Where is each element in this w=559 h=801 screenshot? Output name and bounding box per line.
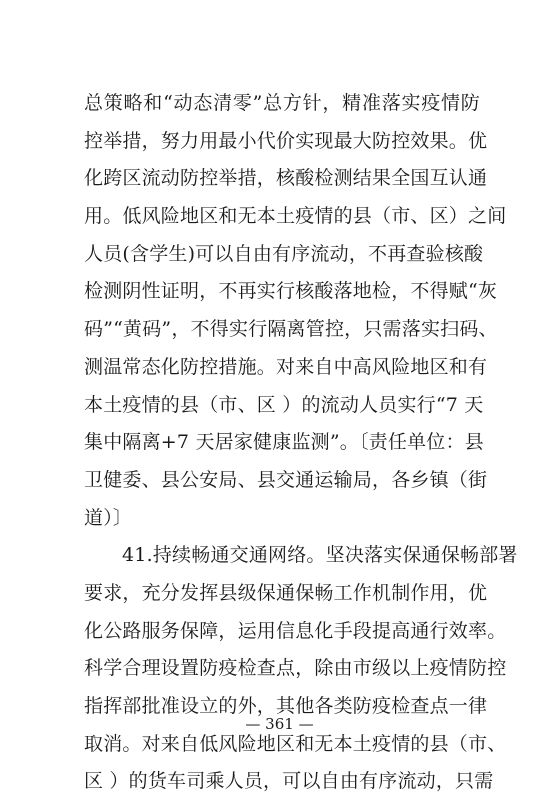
text-line: 要求，充分发挥县级保通保畅工作机制作用，优 bbox=[84, 581, 488, 604]
text-line: 区 ）的货车司乘人员，可以自由有序流动，只需 bbox=[84, 770, 494, 793]
text-line: 控举措，努力用最小代价实现最大防控效果。优 bbox=[84, 129, 488, 152]
text-line: 道）〕 bbox=[84, 506, 133, 529]
text-line: 卫健委、县公安局、县交通运输局，各乡镇（街 bbox=[84, 468, 488, 491]
text-line: 化跨区流动防控举措，核酸检测结果全国互认通 bbox=[84, 167, 488, 190]
text-line: 集中隔离+7 天居家健康监测”。〔责任单位：县 bbox=[84, 431, 484, 454]
text-line: 检测阴性证明，不再实行核酸落地检，不得赋“灰 bbox=[84, 280, 498, 303]
text-line: 人员(含学生)可以自由有序流动，不再查验核酸 bbox=[84, 242, 484, 265]
text-line: 用。低风险地区和无本土疫情的县（市、区）之间 bbox=[84, 205, 507, 228]
text-line: 指挥部批准设立的外，其他各类防疫检查点一律 bbox=[84, 695, 488, 717]
text-line: 取消。对来自低风险地区和无本土疫情的县（市、 bbox=[84, 732, 507, 755]
text-line: 测温常态化防控措施。对来自中高风险地区和有 bbox=[84, 355, 488, 378]
page-number: — 361 — bbox=[245, 715, 314, 733]
text-line: 化公路服务保障，运用信息化手段提高通行效率。 bbox=[84, 619, 507, 642]
text-line: 本土疫情的县（市、区 ）的流动人员实行“7 天 bbox=[84, 393, 484, 416]
text-line: 科学合理设置防疫检查点，除由市级以上疫情防控 bbox=[84, 657, 507, 680]
section-heading-line: 41.持续畅通交通网络。坚决落实保通保畅部署 bbox=[122, 544, 518, 567]
text-line: 码”“黄码”，不得实行隔离管控，只需落实扫码、 bbox=[84, 318, 498, 341]
text-line: 总策略和“动态清零”总方针，精准落实疫情防 bbox=[84, 92, 480, 114]
body-text bbox=[84, 85, 518, 801]
